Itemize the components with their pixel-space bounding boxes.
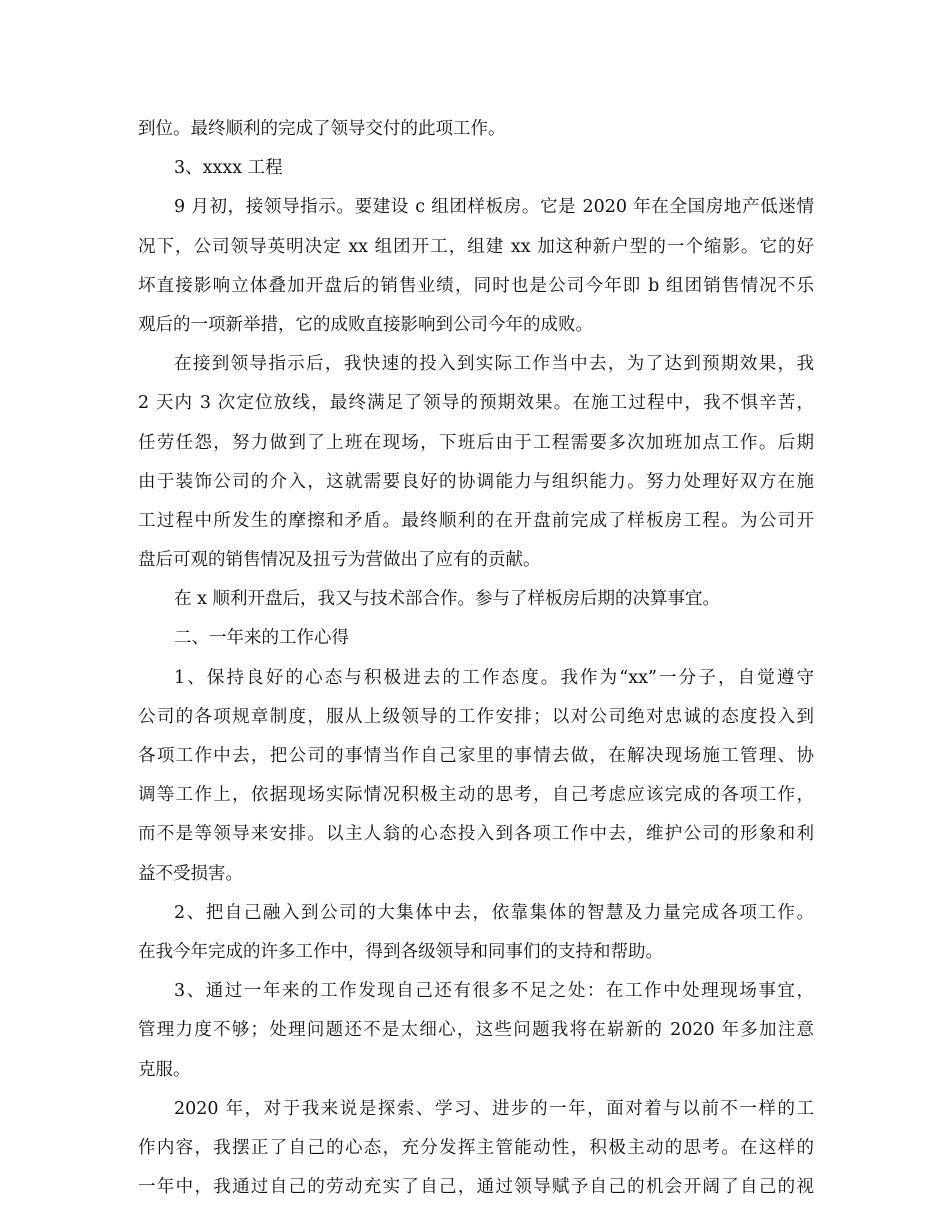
text-line: 1、保持良好的心态与积极进去的工作态度。我作为“xx”一分子，自觉遵守 bbox=[174, 667, 814, 688]
text-line: 任劳任怨，努力做到了上班在现场，下班后由于工程需要多次加班加点工作。后期 bbox=[138, 432, 814, 453]
text-line: 2、把自己融入到公司的大集体中去，依靠集体的智慧及力量完成各项工作。 bbox=[174, 902, 814, 923]
text-line: 到位。最终顺利的完成了领导交付的此项工作。 bbox=[138, 119, 506, 139]
text-line: 公司的各项规章制度，服从上级领导的工作安排；以对公司绝对忠诚的态度投入到 bbox=[138, 706, 814, 727]
text-line: 况下，公司领导英明决定 xx 组团开工，组建 xx 加这种新户型的一个缩影。它的好 bbox=[138, 236, 814, 257]
text-line: 2 天内 3 次定位放线，最终满足了领导的预期效果。在施工过程中，我不惧辛苦， bbox=[138, 393, 814, 414]
text-line: 作内容，我摆正了自己的心态，充分发挥主管能动性，积极主动的思考。在这样的 bbox=[138, 1137, 814, 1158]
text-line: 2020 年，对于我来说是探索、学习、进步的一年，面对着与以前不一样的工 bbox=[174, 1098, 814, 1119]
text-line: 盘后可观的销售情况及扭亏为营做出了应有的贡献。 bbox=[138, 550, 541, 571]
text-line: 在 x 顺利开盘后，我又与技术部合作。参与了样板房后期的决算事宜。 bbox=[174, 589, 720, 610]
text-line: 坏直接影响立体叠加开盘后的销售业绩，同时也是公司今年即 b 组团销售情况不乐 bbox=[138, 275, 814, 296]
text-line: 调等工作上，依据现场实际情况积极主动的思考，自己考虑应该完成的各项工作， bbox=[138, 785, 814, 806]
text-line: 各项工作中去，把公司的事情当作自己家里的事情去做，在解决现场施工管理、协 bbox=[138, 746, 814, 766]
text-line: 二、一年来的工作心得 bbox=[174, 628, 349, 649]
text-line: 工过程中所发生的摩擦和矛盾。最终顺利的在开盘前完成了样板房工程。为公司开 bbox=[138, 510, 814, 531]
text-line: 观后的一项新举措，它的成败直接影响到公司今年的成败。 bbox=[138, 314, 593, 335]
text-line: 而不是等领导来安排。以主人翁的心态投入到各项工作中去，维护公司的形象和利 bbox=[138, 824, 814, 845]
text-line: 3、xxxx 工程 bbox=[174, 158, 283, 179]
text-line: 管理力度不够；处理问题还不是太细心，这些问题我将在崭新的 2020 年多加注意 bbox=[138, 1020, 814, 1041]
text-line: 克服。 bbox=[138, 1059, 191, 1080]
text-line: 9 月初，接领导指示。要建设 c 组团样板房。它是 2020 年在全国房地产低迷情 bbox=[174, 197, 814, 218]
document-body bbox=[138, 110, 814, 1207]
text-line: 3、通过一年来的工作发现自己还有很多不足之处：在工作中处理现场事宜， bbox=[174, 981, 814, 1002]
text-line: 益不受损害。 bbox=[138, 863, 243, 884]
text-line: 由于装饰公司的介入，这就需要良好的协调能力与组织能力。努力处理好双方在施 bbox=[138, 471, 814, 492]
text-line: 在我今年完成的许多工作中，得到各级领导和同事们的支持和帮助。 bbox=[138, 941, 663, 962]
text-line: 一年中，我通过自己的劳动充实了自己，通过领导赋予自己的机会开阔了自己的视 bbox=[138, 1177, 814, 1198]
text-line: 在接到领导指示后，我快速的投入到实际工作当中去，为了达到预期效果，我 bbox=[174, 354, 814, 375]
